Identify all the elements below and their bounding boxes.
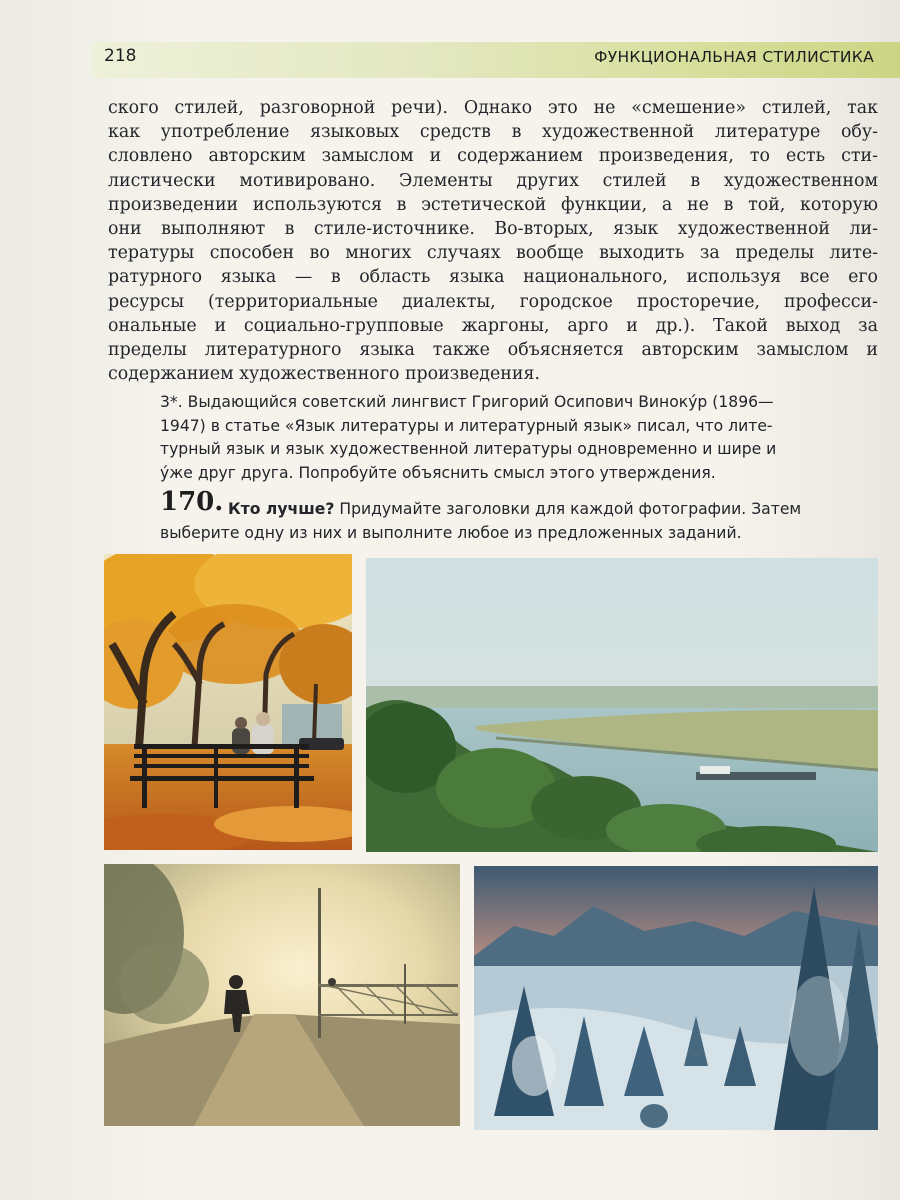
text-line: ресурсы (территориальные диалекты, городское просторечие, професси- [108, 291, 878, 312]
task-line: 3*. Выдающийся советский лингвист Григорий Осипович Винокýр (1896— [160, 393, 774, 411]
text-line: словлено авторским замыслом и содержанием произведения, то есть сти- [108, 146, 878, 167]
exercise-lead: Кто лучше? [228, 500, 335, 518]
section-title: ФУНКЦИОНАЛЬНАЯ СТИЛИСТИКА [594, 48, 874, 66]
river-landscape-photo [366, 558, 878, 852]
text-line: ского стилей, разговорной речи). Однако это не «смешение» стилей, так [108, 98, 878, 118]
text-line: пределы литературного языка также объясняется авторским замыслом и [108, 340, 878, 361]
text-line: ональные и социально-групповые жаргоны, арго и др.). Такой выход за [108, 315, 878, 336]
exercise-line-1: Придумайте заголовки для каждой фотографии. Затем [334, 500, 802, 518]
exercise-instructions [160, 497, 878, 545]
page-number: 218 [104, 46, 137, 66]
exercise-line-2: выберите одну из них и выполните любое из предложенных заданий. [160, 524, 742, 542]
text-line: они выполняют в стиле-источнике. Во-вторых, язык художественной ли- [108, 219, 878, 240]
body-paragraph [108, 96, 878, 386]
task-3-question [160, 391, 878, 485]
task-line: ýже друг друга. Попробуйте объяснить смысл этого утверждения. [160, 463, 716, 482]
exercise-number: 170. [160, 487, 224, 517]
autumn-park-photo [104, 554, 352, 850]
text-line: листически мотивировано. Элементы других стилей в художественном [108, 170, 878, 191]
snowy-forest-photo [474, 866, 878, 1130]
text-line: как употребление языковых средств в художественной литературе обу- [108, 122, 878, 143]
task-line: 1947) в статье «Язык литературы и литературный язык» писал, что лите- [160, 416, 773, 435]
text-line: содержанием художественного произведения. [108, 364, 540, 385]
text-line: тературы способен во многих случаях вообще выходить за пределы лите- [108, 243, 878, 264]
text-line: произведении используются в эстетической функции, а не в той, которую [108, 194, 878, 215]
foggy-road-photo [104, 864, 460, 1126]
text-line: ратурного языка — в область языка национального, используя все его [108, 267, 878, 288]
task-line: турный язык и язык художественной литературы одновременно и шире и [160, 440, 777, 458]
